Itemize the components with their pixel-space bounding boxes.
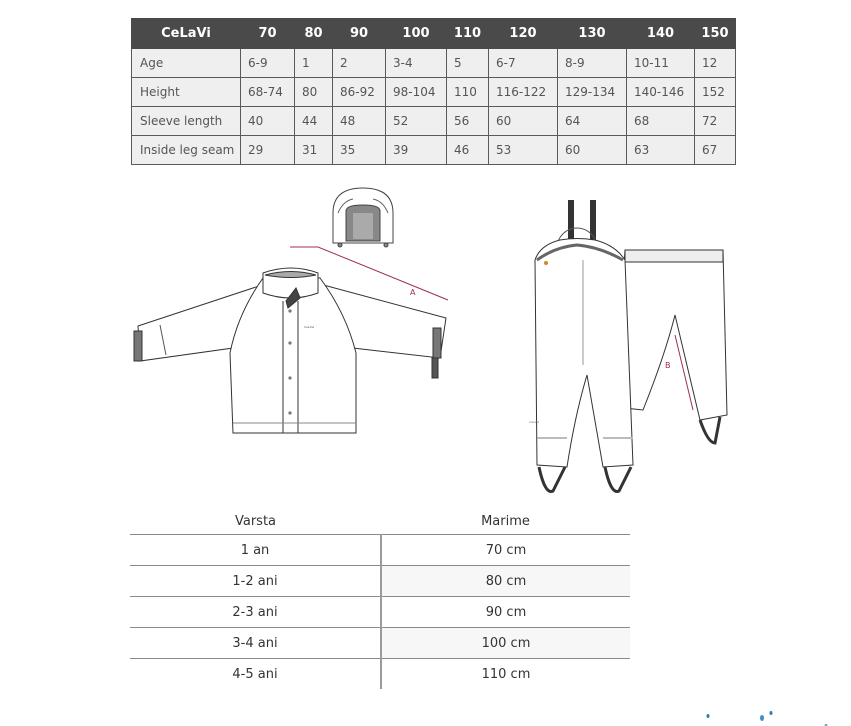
cell: 72 — [695, 107, 736, 136]
cell: 48 — [333, 107, 386, 136]
measure-label-a: A — [410, 288, 416, 297]
size-chart-table — [131, 18, 736, 165]
cell: 60 — [489, 107, 558, 136]
size-header: 90 — [333, 19, 386, 49]
size-cell: 110 cm — [481, 666, 531, 682]
row-label: Inside leg seam — [132, 136, 241, 165]
cell: 116-122 — [489, 78, 558, 107]
age-cell: 4-5 ani — [130, 659, 381, 690]
cell: 46 — [447, 136, 489, 165]
cell: 6-9 — [241, 49, 295, 78]
row-label: Sleeve length — [132, 107, 241, 136]
table-row — [130, 597, 630, 628]
jacket-logo: CeLaVi — [304, 325, 315, 329]
cell: 2 — [333, 49, 386, 78]
snap-button — [544, 261, 548, 265]
header-marime: Marime — [381, 508, 630, 535]
age-table-header-row — [130, 508, 630, 535]
size-cell: 80 cm — [381, 566, 630, 597]
size-chart-header-row — [132, 19, 736, 49]
age-cell: 1-2 ani — [130, 566, 381, 597]
size-cell: 70 cm — [381, 535, 630, 566]
pants-logo: CeLaVi — [529, 420, 540, 424]
cell: 1 — [295, 49, 333, 78]
cell: 52 — [386, 107, 447, 136]
table-row — [130, 628, 630, 659]
cell: 60 — [558, 136, 627, 165]
cell: 3-4 — [386, 49, 447, 78]
table-row — [130, 566, 630, 597]
size-header: 120 — [489, 19, 558, 49]
size-header: 80 — [295, 19, 333, 49]
brand-header: CeLaVi — [132, 19, 241, 49]
cell: 98-104 — [386, 78, 447, 107]
cell: 6-7 — [489, 49, 558, 78]
cell: 140-146 — [627, 78, 695, 107]
cell: 129-134 — [558, 78, 627, 107]
cell: 53 — [489, 136, 558, 165]
size-header: 130 — [558, 19, 627, 49]
table-row — [130, 659, 630, 690]
back-pants-drawing — [615, 250, 727, 443]
cell: 29 — [241, 136, 295, 165]
age-cell: 2-3 ani — [130, 597, 381, 628]
header-varsta: Varsta — [130, 508, 381, 535]
age-cell: 1 an — [130, 535, 381, 566]
size-row-sleeve-length — [132, 107, 736, 136]
jacket-drawing — [134, 268, 446, 433]
cell: 63 — [627, 136, 695, 165]
water-droplets-decoration — [700, 705, 840, 726]
size-cell: 90 cm — [381, 597, 630, 628]
cell: 86-92 — [333, 78, 386, 107]
hood-detail-drawing — [333, 188, 393, 247]
table-row — [130, 535, 630, 566]
measure-label-b: B — [665, 361, 671, 370]
jacket-illustration — [128, 183, 458, 448]
cell: 5 — [447, 49, 489, 78]
age-size-table — [130, 508, 630, 689]
row-label: Height — [132, 78, 241, 107]
cell: 8-9 — [558, 49, 627, 78]
size-header: 70 — [241, 19, 295, 49]
cell: 10-11 — [627, 49, 695, 78]
cell: 56 — [447, 107, 489, 136]
size-header: 150 — [695, 19, 736, 49]
size-cell: 100 cm — [381, 628, 630, 659]
size-header: 110 — [447, 19, 489, 49]
cell: 80 — [295, 78, 333, 107]
size-row-height — [132, 78, 736, 107]
cell: 31 — [295, 136, 333, 165]
cell: 12 — [695, 49, 736, 78]
front-pants-drawing — [535, 239, 633, 492]
cell: 64 — [558, 107, 627, 136]
cell: 39 — [386, 136, 447, 165]
cell: 68 — [627, 107, 695, 136]
cell: 40 — [241, 107, 295, 136]
cell: 68-74 — [241, 78, 295, 107]
size-row-age — [132, 49, 736, 78]
cell: 35 — [333, 136, 386, 165]
size-row-inside-leg-seam — [132, 136, 736, 165]
age-cell: 3-4 ani — [130, 628, 381, 659]
cell: 152 — [695, 78, 736, 107]
cell: 67 — [695, 136, 736, 165]
size-header: 140 — [627, 19, 695, 49]
rain-pants-illustration — [515, 195, 730, 500]
size-header: 100 — [386, 19, 447, 49]
row-label: Age — [132, 49, 241, 78]
cell: 44 — [295, 107, 333, 136]
cell: 110 — [447, 78, 489, 107]
